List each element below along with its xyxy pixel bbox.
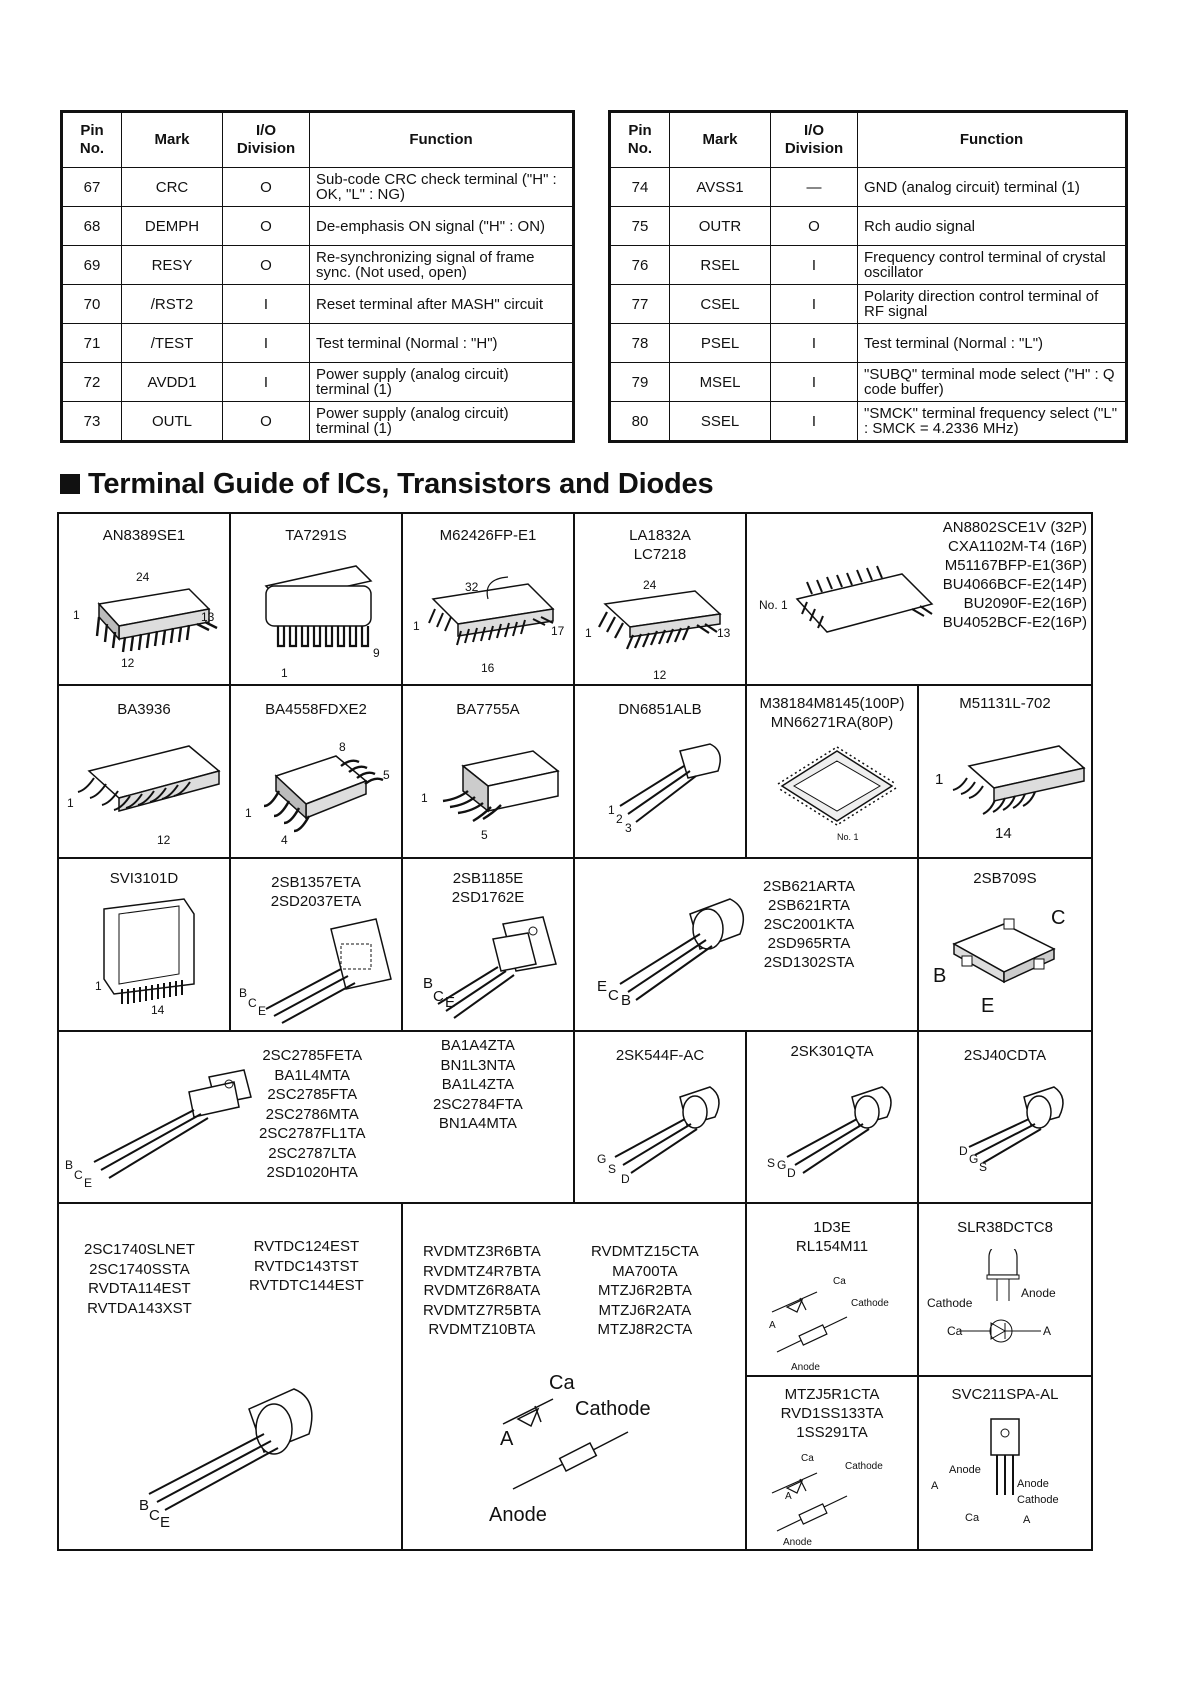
header-io: I/O Division xyxy=(771,112,858,168)
pin-number-cell: 69 xyxy=(62,246,122,285)
pin-number: 1 xyxy=(608,803,615,817)
pin-mark-cell: CSEL xyxy=(670,285,771,324)
diode-a-label: A xyxy=(931,1480,939,1492)
pin-number: 1 xyxy=(67,796,74,810)
guide-cell-ba7755a xyxy=(402,685,574,858)
pin-b: B xyxy=(139,1497,150,1514)
pin-function-cell: Power supply (analog circuit) terminal (1) xyxy=(310,363,574,402)
section-title: Terminal Guide of ICs, Transistors and Diodes xyxy=(60,468,713,501)
pin-number-cell: 67 xyxy=(62,168,122,207)
pin-number: 24 xyxy=(136,570,150,584)
pin-number: 12 xyxy=(653,668,667,682)
pin-mark-cell: /RST2 xyxy=(122,285,223,324)
ic-label: RVTDC124EST RVTDC143TST RVTDTC144EST xyxy=(249,1238,364,1294)
ic-label: 2SB1185E 2SD1762E xyxy=(451,870,525,906)
pin-s: S xyxy=(767,1156,776,1170)
diode-a2-label: A xyxy=(1023,1514,1031,1526)
terminal-guide-grid xyxy=(57,512,1093,1551)
ic-label: 1D3E RL154M11 xyxy=(795,1219,869,1255)
led-ca-label: Ca xyxy=(947,1324,963,1338)
pin-number: 1 xyxy=(95,979,102,993)
ic-label: M51131L-702 xyxy=(959,695,1051,712)
pin-function-cell: Power supply (analog circuit) terminal (1) xyxy=(310,402,574,442)
pin-row xyxy=(610,285,1127,324)
guide-cell-an8389se1 xyxy=(58,513,230,685)
ic-label: BA7755A xyxy=(456,701,520,718)
transistor-to92-icon xyxy=(129,1374,359,1524)
ic-label: 2SJ40CDTA xyxy=(963,1047,1047,1064)
pin-number: 13 xyxy=(717,626,731,640)
header-function: Function xyxy=(310,112,574,168)
ic-package-sop-14pin-icon xyxy=(939,736,1089,846)
pin-function-cell: Polarity direction control terminal of RF signal xyxy=(858,285,1127,324)
pin-io-cell: O xyxy=(223,402,310,442)
pin-mark-cell: /TEST xyxy=(122,324,223,363)
diode-cathode-label: Cathode xyxy=(1017,1494,1059,1506)
transistor-to126-icon xyxy=(246,914,396,1024)
pin-function-cell: Sub-code CRC check terminal ("H" : OK, "L" : NG) xyxy=(310,168,574,207)
pin-row xyxy=(62,402,574,442)
pin-c: C xyxy=(608,987,619,1004)
pin-function-cell: Test terminal (Normal : "H") xyxy=(310,324,574,363)
pin-row xyxy=(610,363,1127,402)
diode-ca-label: Ca xyxy=(833,1276,846,1287)
pin-number-cell: 70 xyxy=(62,285,122,324)
pin-row xyxy=(62,324,574,363)
pin-mark-cell: AVDD1 xyxy=(122,363,223,402)
pin-number: 14 xyxy=(151,1003,165,1017)
pin-number-cell: 68 xyxy=(62,207,122,246)
pin-c: C xyxy=(74,1168,83,1182)
diode-axial-icon xyxy=(762,1272,902,1362)
guide-cell-2sb1357eta xyxy=(230,858,402,1031)
pin-row xyxy=(62,207,574,246)
pin-io-cell: I xyxy=(223,363,310,402)
pin-mark-cell: RESY xyxy=(122,246,223,285)
pin-io-cell: I xyxy=(223,285,310,324)
pin-number: 1 xyxy=(245,806,252,820)
led-anode-label: Anode xyxy=(1021,1286,1056,1300)
pin-row xyxy=(62,285,574,324)
pin-number: 1 xyxy=(935,771,944,788)
pin-function-cell: "SUBQ" terminal mode select ("H" : Q code buffer) xyxy=(858,363,1127,402)
guide-cell-m38184m8145 xyxy=(746,685,918,858)
pin-io-cell: O xyxy=(771,207,858,246)
diode-a-label: A xyxy=(769,1320,776,1331)
pin-s: S xyxy=(608,1162,617,1176)
pin-number: 16 xyxy=(481,661,495,675)
pin-row xyxy=(610,324,1127,363)
pin-function-cell: "SMCK" terminal frequency select ("L" : SMCK = 4.2336 MHz) xyxy=(858,402,1127,442)
pin-number: 1 xyxy=(73,608,80,622)
pin-b: B xyxy=(423,975,434,992)
pin-g: G xyxy=(777,1158,787,1172)
pin-io-cell: I xyxy=(771,246,858,285)
pin-mark-cell: RSEL xyxy=(670,246,771,285)
pin-number: 12 xyxy=(121,656,135,670)
guide-cell-m62426fp xyxy=(402,513,574,685)
ic-label: LA1832A LC7218 xyxy=(629,527,691,563)
pin-number-cell: 74 xyxy=(610,168,670,207)
pin-number-cell: 71 xyxy=(62,324,122,363)
guide-cell-m51131l xyxy=(918,685,1092,858)
diode-anode2-label: Anode xyxy=(1017,1478,1049,1490)
pin-mark-cell: DEMPH xyxy=(122,207,223,246)
guide-cell-svc211spa xyxy=(918,1376,1092,1550)
pin-number: 17 xyxy=(551,624,565,638)
diode-a-label: A xyxy=(785,1491,792,1502)
pin-table-left xyxy=(60,110,575,443)
pin-b: B xyxy=(65,1158,74,1172)
pin-d: D xyxy=(621,1172,630,1186)
pin-e: E xyxy=(981,995,995,1017)
pin-number-cell: 73 xyxy=(62,402,122,442)
diode-cathode-label: Cathode xyxy=(575,1398,651,1420)
ic-package-sop-32pin-icon xyxy=(413,569,563,669)
ic-label: AN8802SCE1V (32P) CXA1102M-T4 (16P) M51167BFP-E1(36P) BU4066BCF-E2(14P) BU2090F-E2(16P) BU4052BCF-E2(16P) xyxy=(942,519,1087,631)
pin-g: G xyxy=(597,1152,607,1166)
pin-number-cell: 75 xyxy=(610,207,670,246)
ic-label: BA4558FDXE2 xyxy=(265,701,367,718)
transistor-mini-power-icon xyxy=(69,1062,259,1192)
pin-row xyxy=(62,363,574,402)
header-pin-no: Pin No. xyxy=(62,112,122,168)
pin-number: 4 xyxy=(281,833,288,847)
header-io: I/O Division xyxy=(223,112,310,168)
ic-package-sop-24pin-icon xyxy=(585,579,735,669)
diode-ca-label: Ca xyxy=(965,1512,980,1524)
ic-label: AN8389SE1 xyxy=(102,527,186,544)
pin-io-cell: I xyxy=(771,285,858,324)
pin-function-cell: Reset terminal after MASH" circuit xyxy=(310,285,574,324)
diode-a-label: A xyxy=(500,1428,514,1450)
guide-cell-2sj40cdta xyxy=(918,1031,1092,1203)
pin-number-cell: 77 xyxy=(610,285,670,324)
ic-package-sop-8pin-icon xyxy=(251,746,391,846)
pin-row xyxy=(62,168,574,207)
guide-cell-an8802sce1v xyxy=(746,513,1092,685)
ic-label: 2SC1740SLNET 2SC1740SSTA RVDTA114EST RVTDA143XST xyxy=(84,1241,195,1317)
guide-cell-2sk301qta xyxy=(746,1031,918,1203)
ic-label: SVC211SPA-AL xyxy=(951,1386,1059,1403)
pin-row xyxy=(610,246,1127,285)
pin-number: 12 xyxy=(157,833,171,847)
pin-number: 5 xyxy=(383,768,390,782)
pin-number-cell: 72 xyxy=(62,363,122,402)
pin-d: D xyxy=(787,1166,796,1180)
ic-label: 2SB621ARTA 2SB621RTA 2SC2001KTA 2SD965RTA 2SD1302STA xyxy=(763,878,855,971)
pin-b: B xyxy=(933,965,947,987)
guide-cell-dn6851alb xyxy=(574,685,746,858)
pin-number: 1 xyxy=(413,619,420,633)
pin-number: 32 xyxy=(465,580,479,594)
ic-package-hsop-icon xyxy=(64,736,224,836)
pin-mark-cell: MSEL xyxy=(670,363,771,402)
pin-b: B xyxy=(621,992,632,1009)
pin-mark-cell: CRC xyxy=(122,168,223,207)
ic-label: DN6851ALB xyxy=(618,701,702,718)
guide-cell-2sk544f xyxy=(574,1031,746,1203)
ic-label: 2SB1357ETA 2SD2037ETA xyxy=(270,874,362,910)
pin-function-cell: Frequency control terminal of crystal oscillator xyxy=(858,246,1127,285)
pin-number: 9 xyxy=(373,646,380,660)
pin-function-cell: De-emphasis ON signal ("H" : ON) xyxy=(310,207,574,246)
ic-label: 2SB709S xyxy=(973,870,1037,887)
header-pin-no: Pin No. xyxy=(610,112,670,168)
pin-c: C xyxy=(248,996,257,1010)
diode-anode-label: Anode xyxy=(783,1537,812,1548)
led-a-label: A xyxy=(1043,1324,1052,1338)
guide-cell-ta7291s xyxy=(230,513,402,685)
pin-number: 1 xyxy=(421,791,428,805)
ic-package-sip-icon xyxy=(423,741,563,831)
pin-io-cell: I xyxy=(771,363,858,402)
pin-e: E xyxy=(84,1176,93,1190)
header-function: Function xyxy=(858,112,1127,168)
pin-function-cell: GND (analog circuit) terminal (1) xyxy=(858,168,1127,207)
pin-function-cell: Re-synchronizing signal of frame sync. (Not used, open) xyxy=(310,246,574,285)
pin-g: G xyxy=(969,1152,979,1166)
pin-number: 2 xyxy=(616,812,623,826)
pin-number-cell: 80 xyxy=(610,402,670,442)
guide-cell-ba4558 xyxy=(230,685,402,858)
pin-number-cell: 78 xyxy=(610,324,670,363)
diode-cathode-label: Cathode xyxy=(851,1298,889,1309)
pin-b: B xyxy=(239,986,248,1000)
guide-cell-2sc2785feta xyxy=(58,1031,574,1203)
diode-ca-label: Ca xyxy=(801,1453,814,1464)
guide-cell-svi3101d xyxy=(58,858,230,1031)
guide-cell-mtzj5r1cta xyxy=(746,1376,918,1550)
pin-number: 5 xyxy=(481,828,488,842)
ic-label: BA1A4ZTA BN1L3NTA BA1L4ZTA 2SC2784FTA BN1A4MTA xyxy=(433,1037,523,1132)
diode-anode-label: Anode xyxy=(489,1504,547,1526)
pin-d: D xyxy=(959,1144,968,1158)
pin-row xyxy=(62,246,574,285)
pin-io-cell: I xyxy=(771,324,858,363)
pin-c: C xyxy=(149,1507,160,1524)
pin-row xyxy=(610,168,1127,207)
pin-c: C xyxy=(433,988,444,1005)
pin-mark-cell: SSEL xyxy=(670,402,771,442)
pin-number: 13 xyxy=(201,610,215,624)
pin-number-cell: 79 xyxy=(610,363,670,402)
diode-cathode-label: Cathode xyxy=(845,1461,883,1472)
pin-function-cell: Test terminal (Normal : "L") xyxy=(858,324,1127,363)
diode-anode-label: Anode xyxy=(949,1464,981,1476)
pin-function-cell: Rch audio signal xyxy=(858,207,1127,246)
pin-number-cell: 76 xyxy=(610,246,670,285)
pin-row xyxy=(610,207,1127,246)
ic-label: 2SC2785FETA BA1L4MTA 2SC2785FTA 2SC2786MTA 2SC2787FL1TA 2SC2787LTA 2SD1020HTA xyxy=(259,1047,366,1181)
bullet-square-icon xyxy=(60,474,80,494)
ic-label: RVDMTZ15CTA MA700TA MTZJ6R2BTA MTZJ6R2ATA MTZJ8R2CTA xyxy=(591,1243,699,1338)
ic-label: M38184M8145(100P) MN66271RA(80P) xyxy=(759,695,905,731)
ic-label: RVDMTZ3R6BTA RVDMTZ4R7BTA RVDMTZ6R8ATA RVDMTZ7R5BTA RVDMTZ10BTA xyxy=(423,1243,541,1338)
pin-c: C xyxy=(1051,907,1066,929)
ic-package-sip-icon xyxy=(256,556,386,676)
pin-number: 1 xyxy=(585,626,592,640)
pin-e: E xyxy=(160,1514,171,1531)
ic-label: SVI3101D xyxy=(109,870,179,887)
pin-number: 14 xyxy=(995,825,1012,842)
ic-label: 2SK301QTA xyxy=(790,1043,874,1060)
guide-cell-rvdmtz3r6bta xyxy=(402,1203,746,1550)
pin-e: E xyxy=(445,994,456,1011)
led-cathode-label: Cathode xyxy=(927,1296,973,1310)
guide-cell-2sb709s xyxy=(918,858,1092,1031)
pin-io-cell: I xyxy=(771,402,858,442)
guide-cell-2sb1185e xyxy=(402,858,574,1031)
pin-number: No. 1 xyxy=(759,598,788,612)
pin-io-cell: I xyxy=(223,324,310,363)
pin-number: 1 xyxy=(281,666,288,680)
guide-cell-slr38dctc8 xyxy=(918,1203,1092,1376)
pin-mark-cell: PSEL xyxy=(670,324,771,363)
transistor-to92-icon xyxy=(939,1077,1079,1187)
guide-cell-la1832a xyxy=(574,513,746,685)
guide-cell-ba3936 xyxy=(58,685,230,858)
guide-cell-2sb621arta xyxy=(574,858,918,1031)
ic-label: BA3936 xyxy=(117,701,171,718)
diode-ca-label: Ca xyxy=(549,1372,575,1394)
ic-label: TA7291S xyxy=(285,527,347,544)
pin-io-cell: O xyxy=(223,207,310,246)
pin-number: 24 xyxy=(643,578,657,592)
pin-table-right xyxy=(608,110,1128,443)
guide-cell-1d3e xyxy=(746,1203,918,1376)
pin-io-cell: O xyxy=(223,246,310,285)
ic-package-sop-icon xyxy=(782,554,942,664)
pin-s: S xyxy=(979,1160,988,1174)
pin-number: No. 1 xyxy=(837,832,859,842)
header-mark: Mark xyxy=(670,112,771,168)
pin-row xyxy=(610,402,1127,442)
ic-label: M62426FP-E1 xyxy=(439,527,537,544)
ic-label: 2SK544F-AC xyxy=(615,1047,705,1064)
ic-label: SLR38DCTC8 xyxy=(957,1219,1053,1236)
pin-number: 8 xyxy=(339,740,346,754)
pin-io-cell: O xyxy=(223,168,310,207)
pin-io-cell: — xyxy=(771,168,858,207)
pin-mark-cell: OUTL xyxy=(122,402,223,442)
guide-cell-2sc1740slnet xyxy=(58,1203,402,1550)
diode-anode-label: Anode xyxy=(791,1362,820,1373)
pin-number: 3 xyxy=(625,821,632,835)
ic-label: MTZJ5R1CTA RVD1SS133TA 1SS291TA xyxy=(780,1386,884,1441)
header-mark: Mark xyxy=(122,112,223,168)
pin-mark-cell: AVSS1 xyxy=(670,168,771,207)
ic-package-hzip-icon xyxy=(84,894,214,1024)
pin-mark-cell: OUTR xyxy=(670,207,771,246)
pin-e: E xyxy=(258,1004,267,1018)
pin-e: E xyxy=(597,978,608,995)
